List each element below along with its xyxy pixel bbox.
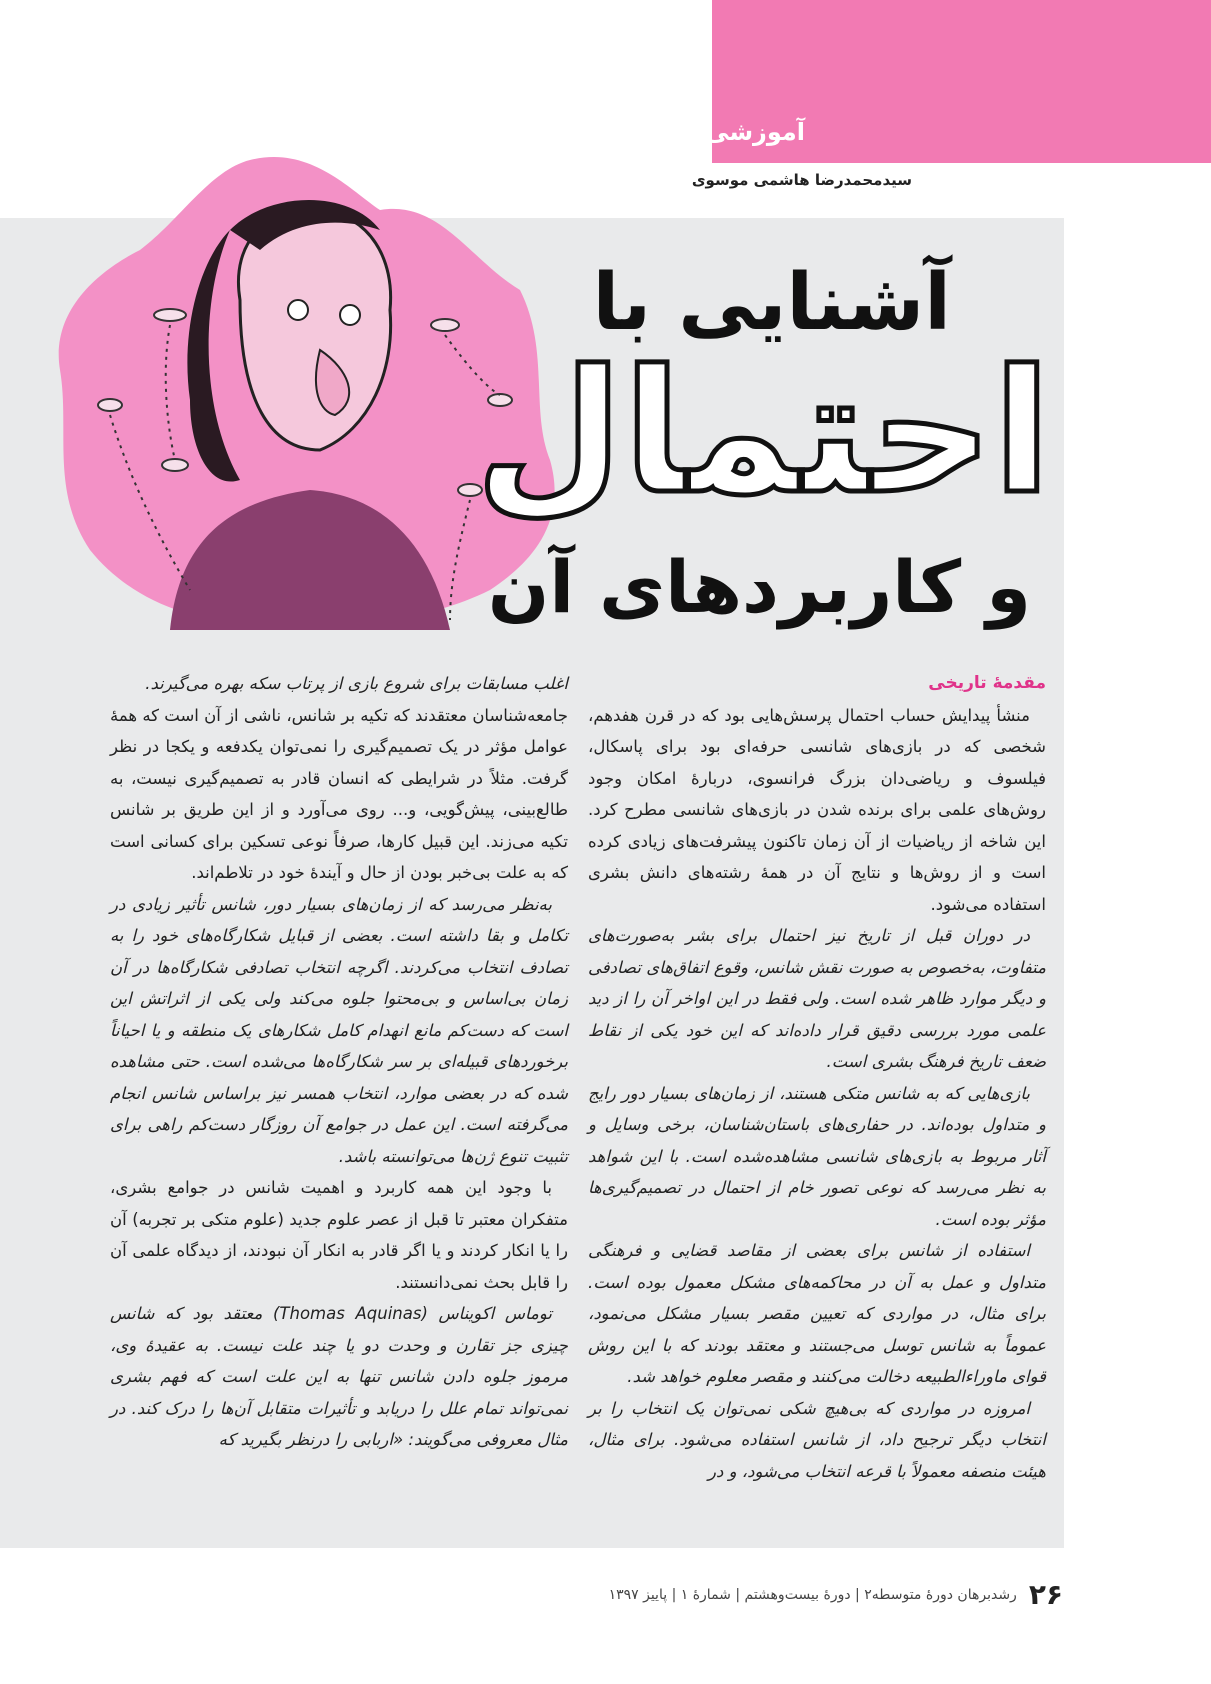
page-footer [609, 1578, 1063, 1611]
publication-info: رشدبرهان دورهٔ متوسطه۲ | دورهٔ بیست‌وهشتم | شمارهٔ ۱ | پاییز ۱۳۹۷ [608, 1586, 1017, 1603]
paragraph: منشأ پیدایش حساب احتمال پرسش‌هایی بود که در قرن هفدهم، شخصی که در بازی‌های شانسی حرفه‌ای بود برای پاسکال، فیلسوف و ریاضی‌دان بزرگ فرانسوی، دربارهٔ امکان وجود روش‌های علمی برای برنده شدن در بازی‌های شانسی مطرح کرد. این شاخه از ریاضیات از آن زمان تاکنون پیشرفت‌های زیادی کرده است و از روش‌ها و نتایج آن در همهٔ رشته‌های دانش بشری استفاده می‌شود. [588, 705, 1046, 914]
page-number: ۲۶ [1028, 1578, 1063, 1611]
lead-line: اغلب مسابقات برای شروع بازی از پرتاب سکه بهره می‌گیرند. [145, 674, 568, 693]
author-name: سیدمحمدرضا هاشمی موسوی [691, 171, 912, 189]
left-column [110, 668, 568, 1456]
paragraph: با وجود این همه کاربرد و اهمیت شانس در جوامع بشری، متفکران معتبر تا قبل از عصر علوم جدید (علوم متکی بر تجربه) آن را یا انکار کردند و یا اگر قادر به انکار آن نبودند، از دیدگاه علمی آن را قابل بحث نمی‌دانستند. [110, 1178, 568, 1292]
paragraph: در دوران قبل از تاریخ نیز احتمال برای بشر به‌صورت‌های متفاوت، به‌خصوص به صورت نقش شانس، وقوع اتفاق‌های تصادفی و دیگر موارد ظاهر شده است. ولی فقط در این اواخر آن را از دید علمی مورد بررسی دقیق قرار داده‌اند که این خود یکی از نقاط ضعف تاریخ فرهنگ بشری است. [588, 926, 1046, 1071]
title-main-word: احتمال [475, 334, 1051, 532]
paragraph: بازی‌هایی که به شانس متکی هستند، از زمان‌های بسیار دور رایج و متداول بوده‌اند. در حفاری‌های باستان‌شناسان، برخی وسایل و آثار مربوط به بازی‌های شانسی مشاهده‌شده است. با این شواهد به نظر می‌رسد که نوعی تصور خام از احتمال در تصمیم‌گیری‌ها مؤثر بوده است. [588, 1083, 1046, 1229]
section-subhead: مقدمهٔ تاریخی [928, 673, 1046, 693]
paragraph: امروزه در مواردی که بی‌هیچ شکی نمی‌توان یک انتخاب را بر انتخاب دیگر ترجیح داد، از شانس استفاده می‌شود. برای مثال، هیئت منصفه معمولاً با قرعه انتخاب می‌شود، و در [588, 1398, 1046, 1481]
paragraph: استفاده از شانس برای بعضی از مقاصد قضایی و فرهنگی متداول و عمل به آن در محاکمه‌های مشکل معمول بوده است. برای مثال، در مواردی که تعیین مقصر بسیار مشکل می‌نمود، عموماً به شانس توسل می‌جستند و معتقد بودند که با این روش قوای ماوراءالطبیعه دخالت می‌کنند و مقصر معلوم خواهد شد. [588, 1241, 1046, 1386]
paragraph: جامعه‌شناسان معتقدند که تکیه بر شانس، ناشی از آن است که همهٔ عوامل مؤثر در یک تصمیم‌گیری را نمی‌توان یکدفعه و یکجا در نظر گرفت. مثلاً در شرایطی که انسان قادر به تصمیم‌گیری نیست، به طالع‌بینی، پیش‌گویی، و... روی می‌آورد و از این طریق بر شانس تکیه می‌زند. این قبیل کارها، صرفاً نوعی تسکین برای کسانی است که به علت بی‌خبر بودن از حال و آیندهٔ خود در تلاطم‌اند. [110, 705, 568, 882]
title-line-3: و کاربردهای آن [487, 545, 1031, 629]
paragraph: توماس اکویناس (Thomas Aquinas) معتقد بود که شانس چیزی جز تقارن و وحدت دو یا چند علت نیست. به عقیدهٔ وی، مرموز جلوه دادن شانس تنها به این علت است که فهم بشری نمی‌تواند تمام علل را دریابد و تأثیرات متقابل آن‌ها را درک کند. در مثال معروفی می‌گویند: «اربابی را درنظر بگیرید که [110, 1304, 568, 1449]
right-column [588, 668, 1046, 1487]
title-line-1: آشنایی با [592, 258, 951, 348]
paragraph: به‌نظر می‌رسد که از زمان‌های بسیار دور، شانس تأثیر زیادی در تکامل و بقا داشته است. بعضی از قبایل شکارگاه‌های خود را به تصادف انتخاب می‌کردند. اگرچه انتخاب تصادفی شکارگاه‌ها در آن زمان بی‌اساس و بی‌محتوا جلوه می‌کند ولی یکی از اثراتش این است که دست‌کم مانع انهدام کامل شکارهای یک منطقه و یا احیاناً برخوردهای قبیله‌ای بر سر شکارگاه‌ها می‌شده است. حتی مشاهده شده که در بعضی موارد، انتخاب همسر نیز براساس شانس انجام می‌گرفته است. این عمل در جوامع آن روزگار دست‌کم راهی برای تثبیت تنوع ژن‌ها می‌توانسته باشد. [110, 894, 568, 1166]
section-label: آموزشی [705, 118, 805, 146]
